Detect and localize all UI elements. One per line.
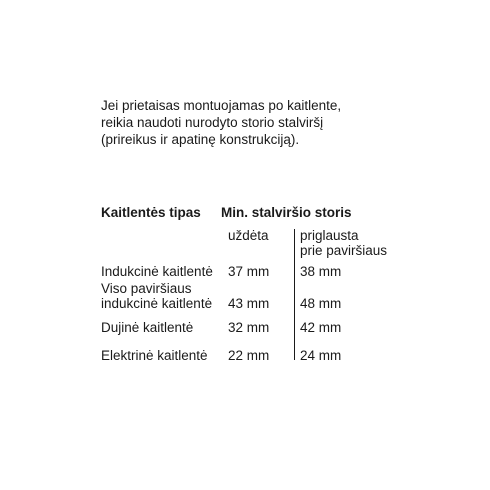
header-hob-type: Kaitlentės tipas	[101, 205, 201, 220]
row-flush-value: 42 mm	[300, 320, 342, 335]
intro-line: (prireikus ir apatinę konstrukciją).	[101, 132, 300, 147]
row-placed-value: 37 mm	[228, 264, 270, 279]
row-placed-value: 32 mm	[228, 320, 270, 335]
row-flush-value: 48 mm	[300, 296, 342, 311]
intro-paragraph	[101, 97, 401, 148]
row-type: Indukcinė kaitlentė	[101, 264, 213, 279]
row-placed-value: 43 mm	[228, 296, 270, 311]
row-flush-value: 24 mm	[300, 348, 342, 363]
column-divider	[294, 229, 295, 360]
row-flush-value: 38 mm	[300, 264, 342, 279]
row-type: Dujinė kaitlentė	[101, 320, 194, 335]
subheader-flush-line1: priglausta	[300, 228, 359, 243]
row-placed-value: 22 mm	[228, 348, 270, 363]
row-type: Viso paviršiaus	[101, 281, 192, 296]
row-type-line2: indukcinė kaitlentė	[101, 296, 213, 311]
subheader-placed: uždėta	[228, 228, 269, 243]
intro-line: reikia naudoti nurodyto storio stalviršį	[101, 115, 324, 130]
subheader-flush-line2: prie paviršiaus	[300, 243, 388, 258]
intro-line: Jei prietaisas montuojamas po kaitlente,	[101, 98, 342, 113]
row-type: Elektrinė kaitlentė	[101, 348, 208, 363]
header-min-thickness: Min. stalviršio storis	[221, 205, 352, 220]
